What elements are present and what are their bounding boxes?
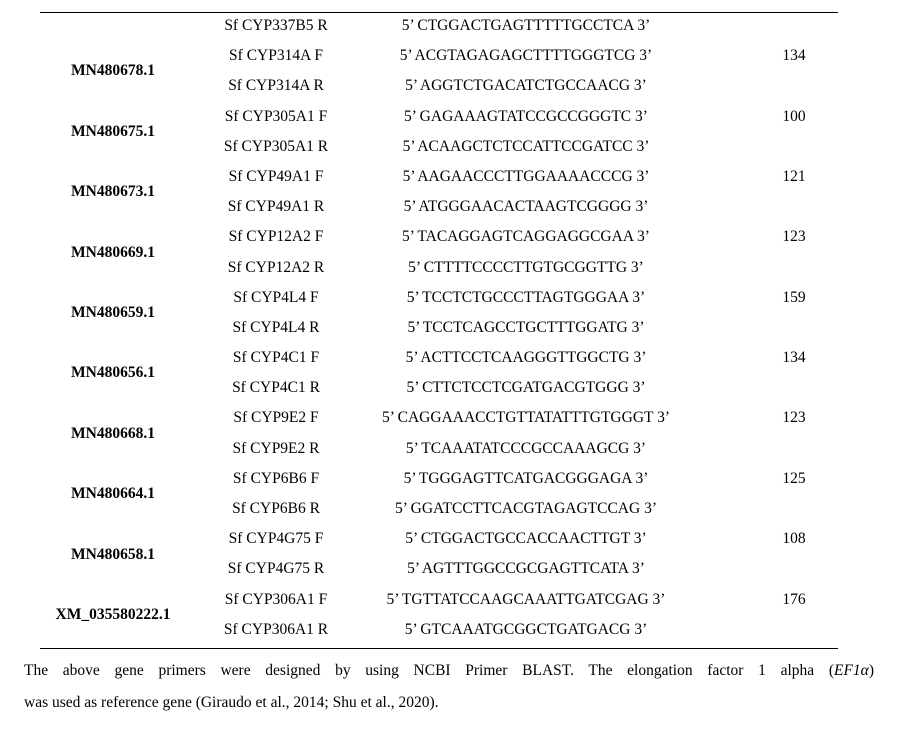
primer-name: Sf CYP4L4 F [233,288,319,306]
accession-number: MN480656.1 [71,364,155,382]
primer-name: Sf CYP4G75 R [227,560,325,578]
accession-number: MN480668.1 [71,424,155,442]
primer-name: Sf CYP306A1 F [224,590,328,608]
primer-sequence: 5’ AAGAACCCTTGGAAAACCCG 3’ [402,167,650,185]
accession-number: MN480659.1 [71,304,155,321]
primer-name: Sf CYP4C1 R [232,379,320,397]
primer-name: Sf CYP9E2 F [233,409,319,427]
primer-sequence: 5’ TACAGGAGTCAGGAGGCGAA 3’ [402,228,650,246]
product-size: 134 [782,47,806,65]
primer-name: Sf CYP4L4 R [232,318,320,336]
primer-sequence: 5’ CTGGACTGAGTTTTTGCCTCA 3’ [401,17,651,34]
product-size: 123 [782,228,806,246]
primer-sequence: 5’ ACAAGCTCTCCATTCCGATCC 3’ [402,137,650,155]
primer-name: Sf CYP305A1 F [224,107,328,125]
footnote-gene-symbol: EF1α [834,662,869,679]
primer-sequence: 5’ TGTTATCCAAGCAAATTGATCGAG 3’ [386,590,666,608]
product-size: 108 [782,530,806,548]
primer-name: Sf CYP49A1 R [227,198,325,216]
footnote-line-1 [24,655,874,687]
primer-sequence: 5’ AGGTCTGACATCTGCCAACG 3’ [405,77,647,95]
primer-name: Sf CYP305A1 R [223,137,329,155]
primer-sequence: 5’ TCCTCAGCCTGCTTTGGATG 3’ [407,318,645,336]
product-size: 123 [782,409,806,427]
primer-name: Sf CYP6B6 F [232,469,320,487]
footnote-text-1-close: ) [868,662,874,679]
accession-number: MN480669.1 [71,243,155,261]
table-bottom-rule [40,648,838,649]
accession-number: XM_035580222.1 [55,606,171,623]
accession-number: MN480678.1 [71,62,155,80]
table-footnote [24,655,874,719]
accession-number: MN480673.1 [71,183,155,201]
primer-name: Sf CYP49A1 F [228,167,324,185]
accession-number: MN480675.1 [71,122,155,140]
primer-sequence: 5’ ATGGGAACACTAAGTCGGGG 3’ [403,198,649,216]
primer-sequence: 5’ GTCAAATGCGGCTGATGACG 3’ [404,620,648,638]
table-row [40,11,838,41]
footnote-line-2: was used as reference gene (Giraudo et al., 2014; Shu et al., 2020). [24,694,439,711]
primer-sequence: 5’ CTTCTCCTCGATGACGTGGG 3’ [406,379,646,397]
product-size: 134 [782,349,806,367]
primer-sequence: 5’ ACTTCCTCAAGGGTTGGCTG 3’ [405,349,647,367]
primer-name: Sf CYP12A2 R [227,258,325,276]
footnote-text-1: The above gene primers were designed by using NCBI Primer BLAST. The elongation factor 1 alpha ( [24,662,834,679]
primer-name: Sf CYP314A F [229,47,323,65]
primer-sequence: 5’ GAGAAAGTATCCGCCGGGTC 3’ [404,107,648,125]
primer-name: Sf CYP337B5 R [224,17,328,34]
product-size: 125 [782,469,806,487]
primer-name: Sf CYP314A R [228,77,324,95]
primer-sequence: 5’ TCAAATATCCCGCCAAAGCG 3’ [405,439,647,457]
primer-sequence: 5’ AGTTTGGCCGCGAGTTCATA 3’ [407,560,645,578]
primer-sequence: 5’ CTTTTCCCCTTGTGCGGTTG 3’ [408,258,644,276]
product-size: 159 [782,288,806,306]
accession-number: MN480658.1 [71,545,155,563]
primer-sequence: 5’ TCCTCTGCCCTTAGTGGGAA 3’ [406,288,646,306]
primer-name: Sf CYP12A2 F [228,228,324,246]
primer-sequence: 5’ CAGGAAACCTGTTATATTTGTGGGT 3’ [382,409,670,427]
primer-sequence: 5’ CTGGACTGCCACCAACTTGT 3’ [405,530,647,548]
primer-name: Sf CYP9E2 R [232,439,320,457]
accession-number: MN480664.1 [71,485,155,503]
primer-name: Sf CYP4C1 F [232,349,320,367]
primer-name: Sf CYP4G75 F [228,530,324,548]
product-size: 121 [782,167,806,185]
primer-name: Sf CYP6B6 R [232,500,320,517]
product-size: 100 [782,107,806,125]
primer-name: Sf CYP306A1 R [223,620,329,638]
primer-sequence: 5’ GGATCCTTCACGTAGAGTCCAG 3’ [395,500,657,517]
primer-sequence: 5’ TGGGAGTTCATGACGGGAGA 3’ [403,469,649,487]
product-size: 176 [782,590,806,608]
primer-sequence: 5’ ACGTAGAGAGCTTTTGGGTCG 3’ [399,47,653,65]
